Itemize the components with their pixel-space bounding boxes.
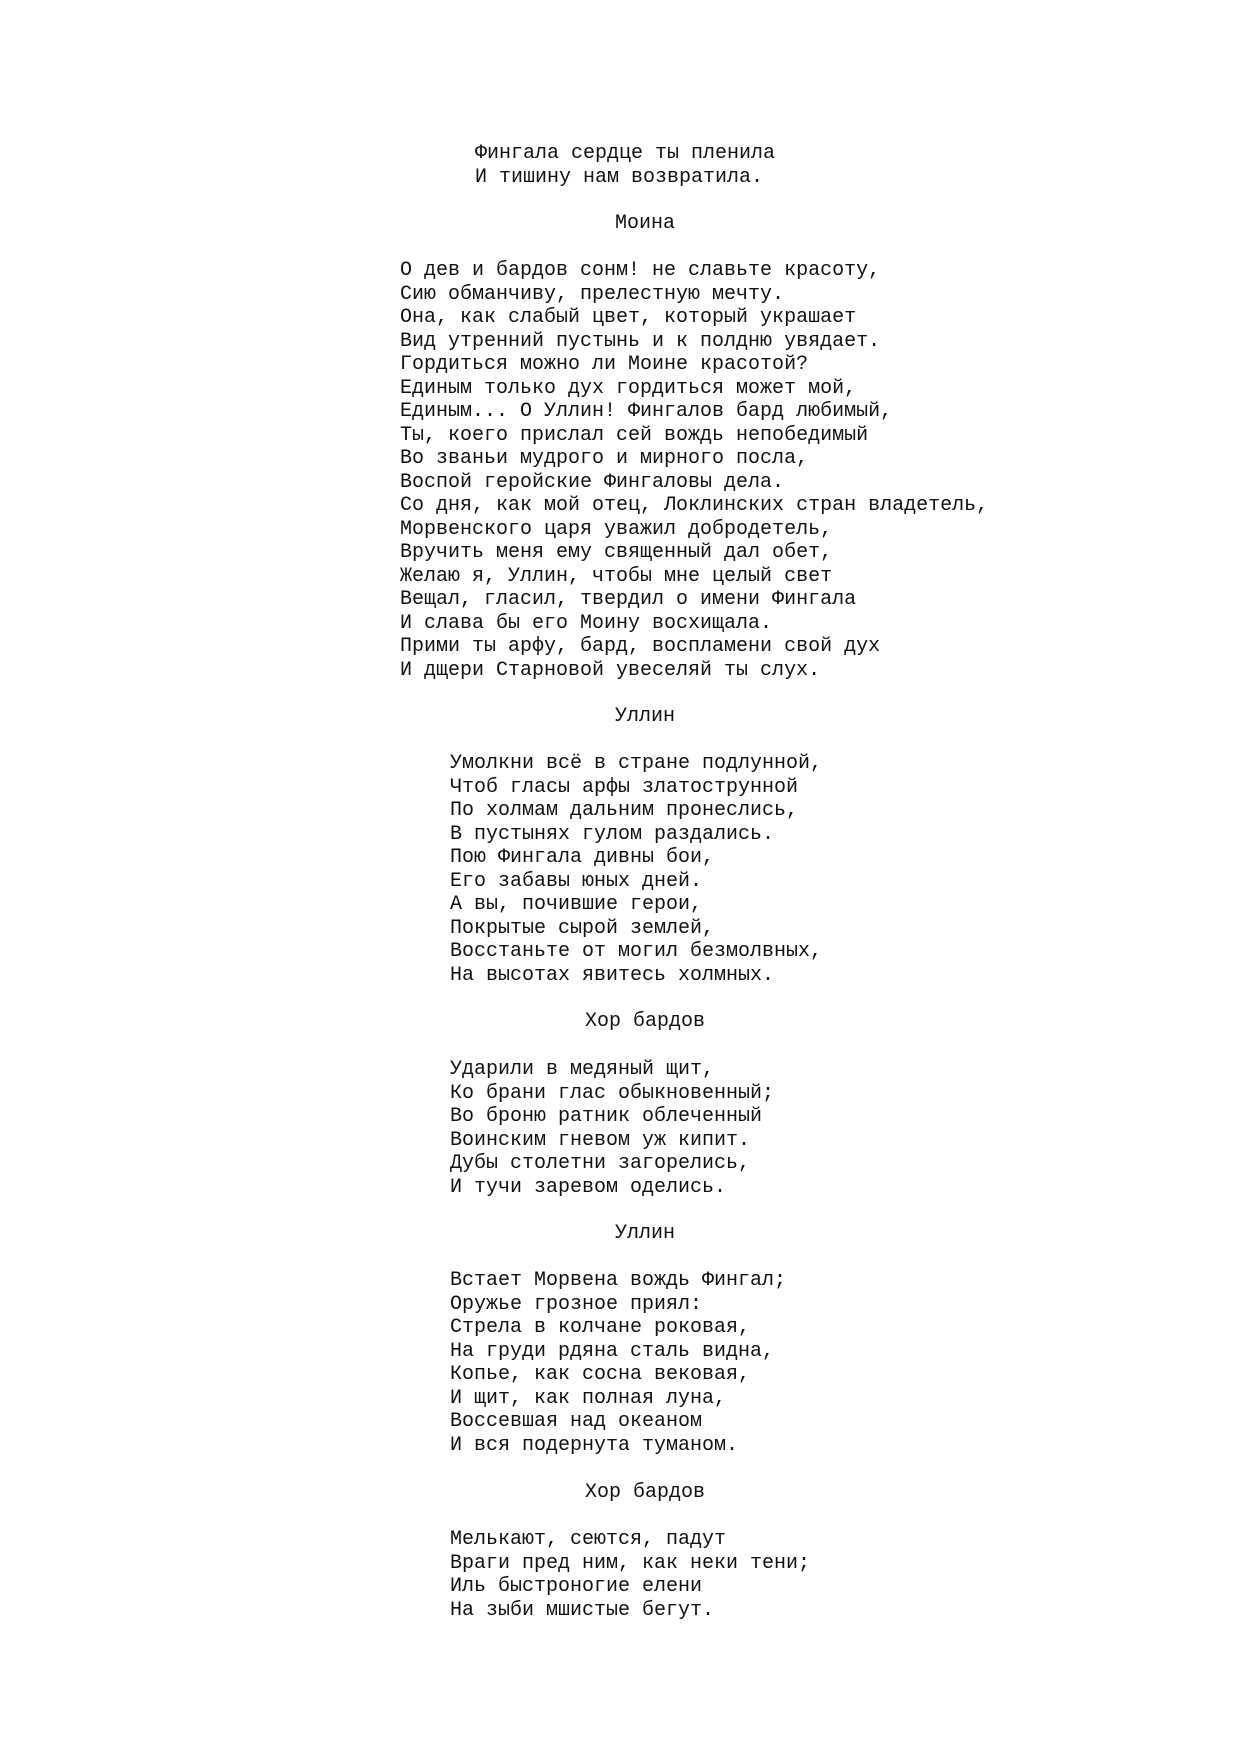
verse-line: Восстаньте от могил безмолвных, xyxy=(450,940,823,963)
verse-line: По холмам дальним пронеслись, xyxy=(450,799,799,822)
verse-line: И слава бы его Моину восхищала. xyxy=(400,611,773,635)
verse-line: Гордиться можно ли Моине красотой? xyxy=(400,353,809,376)
verse-line: И тишину нам возвратила. xyxy=(475,165,764,189)
verse-line: И щит, как полная луна, xyxy=(450,1386,727,1410)
stanza-chorus-2 xyxy=(450,1528,810,1622)
verse-line: Враги пред ним, как неки тени; xyxy=(450,1551,811,1575)
verse-line: Во званьи мудрого и мирного посла, xyxy=(400,447,809,470)
verse-line: Во броню ратник облеченный xyxy=(450,1105,763,1128)
verse-line: И вся подернута туманом. xyxy=(450,1433,739,1457)
verse-line: Мелькают, сеются, падут xyxy=(450,1528,727,1551)
verse-line: Стрела в колчане роковая, xyxy=(450,1316,751,1339)
verse-line: Вид утренний пустынь и к полдню увядает. xyxy=(400,329,881,353)
verse-line: В пустынях гулом раздались. xyxy=(450,822,775,846)
verse-line: Фингала сердце ты пленила xyxy=(475,142,776,165)
verse-line: Ударили в медяный щит, xyxy=(450,1058,715,1081)
verse-line: Прими ты арфу, бард, воспламени свой дух xyxy=(400,635,881,658)
verse-line: Дубы столетни загорелись, xyxy=(450,1152,751,1175)
verse-line: Со дня, как мой отец, Локлинских стран владетель, xyxy=(400,494,989,517)
verse-line: Воинским гневом уж кипит. xyxy=(450,1128,751,1152)
verse-line: Единым... О Уллин! Фингалов бард любимый, xyxy=(400,400,893,423)
verse-line: Пою Фингала дивны бои, xyxy=(450,846,715,869)
verse-line: Покрытые сырой землей, xyxy=(450,916,715,940)
verse-line: О дев и бардов сонм! не славьте красоту, xyxy=(400,259,881,282)
stanza-intro xyxy=(475,142,775,189)
verse-line: Сию обманчиву, прелестную мечту. xyxy=(400,282,785,306)
speaker-heading-chorus: Хор бардов xyxy=(584,1010,706,1033)
verse-line: Его забавы юных дней. xyxy=(450,869,703,893)
verse-line: Морвенского царя уважил добродетель, xyxy=(400,517,833,541)
verse-line: Чтоб гласы арфы златострунной xyxy=(450,775,799,799)
verse-line: Оружье грозное приял: xyxy=(450,1292,703,1316)
verse-line: А вы, почившие герои, xyxy=(450,893,703,916)
speaker-heading-ullin: Уллин xyxy=(614,705,675,728)
stanza-ullin-2 xyxy=(450,1269,786,1457)
verse-line: Копье, как сосна вековая, xyxy=(450,1363,751,1386)
verse-line: На зыби мшистые бегут. xyxy=(450,1598,715,1622)
stanza-chorus-1 xyxy=(450,1058,774,1199)
verse-line: Иль быстроногие елени xyxy=(450,1575,703,1598)
speaker-heading-moina: Моина xyxy=(614,212,675,235)
verse-line: Ты, коего прислал сей вождь непобедимый xyxy=(400,423,869,447)
verse-line: Встает Морвена вождь Фингал; xyxy=(450,1269,787,1292)
verse-line: Она, как слабый цвет, который украшает xyxy=(400,306,857,329)
verse-line: И дщери Старновой увеселяй ты слух. xyxy=(400,658,821,682)
speaker-heading-ullin: Уллин xyxy=(614,1222,675,1245)
verse-line: На груди рдяна сталь видна, xyxy=(450,1339,775,1363)
verse-line: Воссевшая над океаном xyxy=(450,1410,703,1433)
stanza-ullin-1 xyxy=(450,752,822,987)
verse-line: Воспой геройские Фингаловы дела. xyxy=(400,470,785,494)
stanza-moina xyxy=(400,259,988,682)
verse-line: Желаю я, Уллин, чтобы мне целый свет xyxy=(400,564,833,588)
verse-line: Вручить меня ему священный дал обет, xyxy=(400,541,833,564)
speaker-heading-chorus: Хор бардов xyxy=(584,1481,706,1504)
verse-line: Вещал, гласил, твердил о имени Фингала xyxy=(400,588,857,611)
verse-line: На высотах явитесь холмных. xyxy=(450,963,775,987)
verse-line: Ко брани глас обыкновенный; xyxy=(450,1081,775,1105)
verse-line: И тучи заревом оделись. xyxy=(450,1175,727,1199)
verse-line: Умолкни всё в стране подлунной, xyxy=(450,752,823,775)
verse-line: Единым только дух гордиться может мой, xyxy=(400,376,857,400)
